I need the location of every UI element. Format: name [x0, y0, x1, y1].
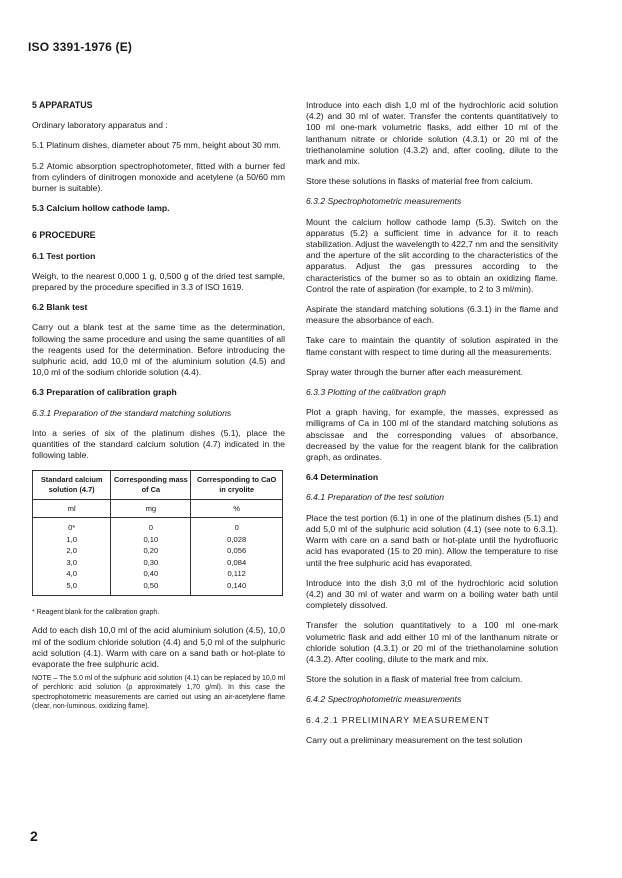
right-para-11: Store the solution in a flask of material free from calcium. — [306, 674, 523, 685]
table-unit-3: % — [191, 500, 283, 518]
after-table-text: Add to each dish 10,0 ml of the acid aluminium solution (4.5), 10,0 ml of the sodium chloride solution (4.4) and 5,0 ml of the sulphuric acid solution (4.1). Warm with care on a sand bath or hot-plate to evaporate the free sulphuric acid. — [32, 625, 285, 670]
right-para-6: Spray water through the burner after each measurement. — [306, 366, 523, 377]
table-header-2: Corresponding mass of Ca — [111, 471, 191, 500]
section-6-1-heading: 6.1 Test portion — [32, 250, 96, 261]
right-para-4: Aspirate the standard matching solutions (6.3.1) in the flame and measure the absorbance of each. — [306, 304, 558, 326]
table-header-3: Corresponding to CaO in cryolite — [191, 471, 283, 500]
section-6-3-1-text: Into a series of six of the platinum dishes (5.1), place the quantities of the standard calcium solution (4.7) indicated in the following table. — [32, 427, 285, 461]
table-header-1: Standard calcium solution (4.7) — [33, 471, 111, 500]
table-unit-2: mg — [111, 500, 191, 518]
section-6-3-2-heading: 6.3.2 Spectrophotometric measurements — [306, 196, 462, 207]
table-col-mass: 0 0,10 0,20 0,30 0,40 0,50 — [111, 518, 191, 595]
page-number: 2 — [30, 828, 38, 844]
section-6-4-1-heading: 6.4.1 Preparation of the test solution — [306, 492, 445, 503]
right-para-5: Take care to maintain the quantity of solution aspirated in the flame constant with respect to time during all the measurements. — [306, 335, 558, 357]
document-header: ISO 3391-1976 (E) — [28, 40, 133, 54]
left-column — [32, 100, 285, 711]
item-5-2: 5.2 Atomic absorption spectrophotometer, fitted with a burner fed from cylinders of dinitrogen monoxide and acetylene (a 50/60 mm burner is suitable). — [32, 160, 285, 194]
section-6-4-2-heading: 6.4.2 Spectrophotometric measurements — [306, 694, 462, 705]
section-6-3-1-heading: 6.3.1 Preparation of the standard matching solutions — [32, 407, 232, 418]
section-6-4-2-1-heading: 6.4.2.1 PRELIMINARY MEASUREMENT — [306, 714, 490, 725]
section-6-4-heading: 6.4 Determination — [306, 472, 379, 483]
section-6-2-heading: 6.2 Blank test — [32, 302, 88, 313]
section-5-heading: 5 APPARATUS — [32, 100, 93, 110]
table-col-percent: 0 0,028 0,056 0,084 0,112 0,140 — [191, 518, 283, 595]
section-6-3-heading: 6.3 Preparation of calibration graph — [32, 387, 177, 398]
note-text: NOTE – The 5.0 ml of the sulphuric acid solution (4.1) can be replaced by 10,0 ml of perchloric acid solution (ρ approximately 1,70 g/ml). In this case the spectrophotometric measurements are carried out using an air-acetylene flame (clear, non-luminous, oxidizing flame). — [32, 675, 285, 710]
right-para-2: Store these solutions in flasks of material free from calcium. — [306, 176, 533, 187]
section-6-2-text: Carry out a blank test at the same time as the determination, following the same procedure and using the same quantities of all the reagents used for the determination. Before introducing the sulphuric acid, add 10,0 ml of the aluminium solution (4.5) and 10,0 ml of the sodium chloride solution (4.4). — [32, 322, 285, 378]
section-6-heading: 6 PROCEDURE — [32, 230, 96, 241]
apparatus-intro: Ordinary laboratory apparatus and : — [32, 120, 168, 131]
right-column — [306, 100, 558, 755]
right-para-8: Place the test portion (6.1) in one of the platinum dishes (5.1) and add 5,0 ml of the sulphuric acid solution (4.1) (see note to 6.3.1). Warm with care on a sand bath or hot-plate until the hydrofluoric acid has evaporated (15 to 20 min). Allow the temperature to rise until the free sulphuric acid has evaporated. — [306, 512, 558, 568]
right-para-7: Plot a graph having, for example, the masses, expressed as milligrams of Ca in 100 ml of the standard matching solutions as abscissae and the corresponding values of absorbance, decreased by the value for the reagent blank for the calibration graph, as ordinates. — [306, 407, 558, 463]
item-5-3: 5.3 Calcium hollow cathode lamp. — [32, 203, 170, 214]
table-unit-1: ml — [33, 500, 111, 518]
right-para-10: Transfer the solution quantitatively to a 100 ml one-mark volumetric flask and add either 10 ml of the lanthanum nitrate or chloride solution (4.3.1) or 20 ml of the triethanolamine solution (4.3.2). After cooling, dilute to the mark and mix. — [306, 620, 558, 664]
right-para-1: Introduce into each dish 1,0 ml of the hydrochloric acid solution (4.2) and 30 ml of water. Transfer the contents quantitatively to 100 ml one-mark volumetric flasks, add either 10 ml of the lanthanum nitrate or chloride solution (4.3.1) or 20 ml of the triethanolamine solution (4.3.2) and, after cooling, dilute to the mark and mix. — [306, 100, 558, 167]
right-para-9: Introduce into the dish 3,0 ml of the hydrochloric acid solution (4.2) and 30 ml of water and warm on a boiling water bath until completely dissolved. — [306, 577, 558, 611]
right-para-3: Mount the calcium hollow cathode lamp (5.3). Switch on the apparatus (5.2) a sufficient time in advance for it to reach stabilization. Adjust the wavelength to 422,7 nm and the sensitivity and the aperture of the slit according to the characteristics of the apparatus. Adjust the gas pressures according to the characteristics of the burner so as to obtain an oxidizing flame. Control the rate of aspiration (for example, to 2 to 3 ml/min). — [306, 216, 558, 294]
right-para-12: Carry out a preliminary measurement on the test solution — [306, 734, 523, 745]
section-6-1-text: Weigh, to the nearest 0,000 1 g, 0,500 g of the dried test sample, prepared by the procedure specified in 3.3 of ISO 1619. — [32, 270, 285, 293]
table-footnote: * Reagent blank for the calibration graph. — [32, 608, 160, 616]
table-col-volume: 0* 1,0 2,0 3,0 4,0 5,0 — [33, 518, 111, 595]
section-6-3-3-heading: 6.3.3 Plotting of the calibration graph — [306, 387, 446, 398]
item-5-1: 5.1 Platinum dishes, diameter about 75 mm, height about 30 mm. — [32, 140, 281, 151]
calibration-table — [32, 470, 283, 595]
